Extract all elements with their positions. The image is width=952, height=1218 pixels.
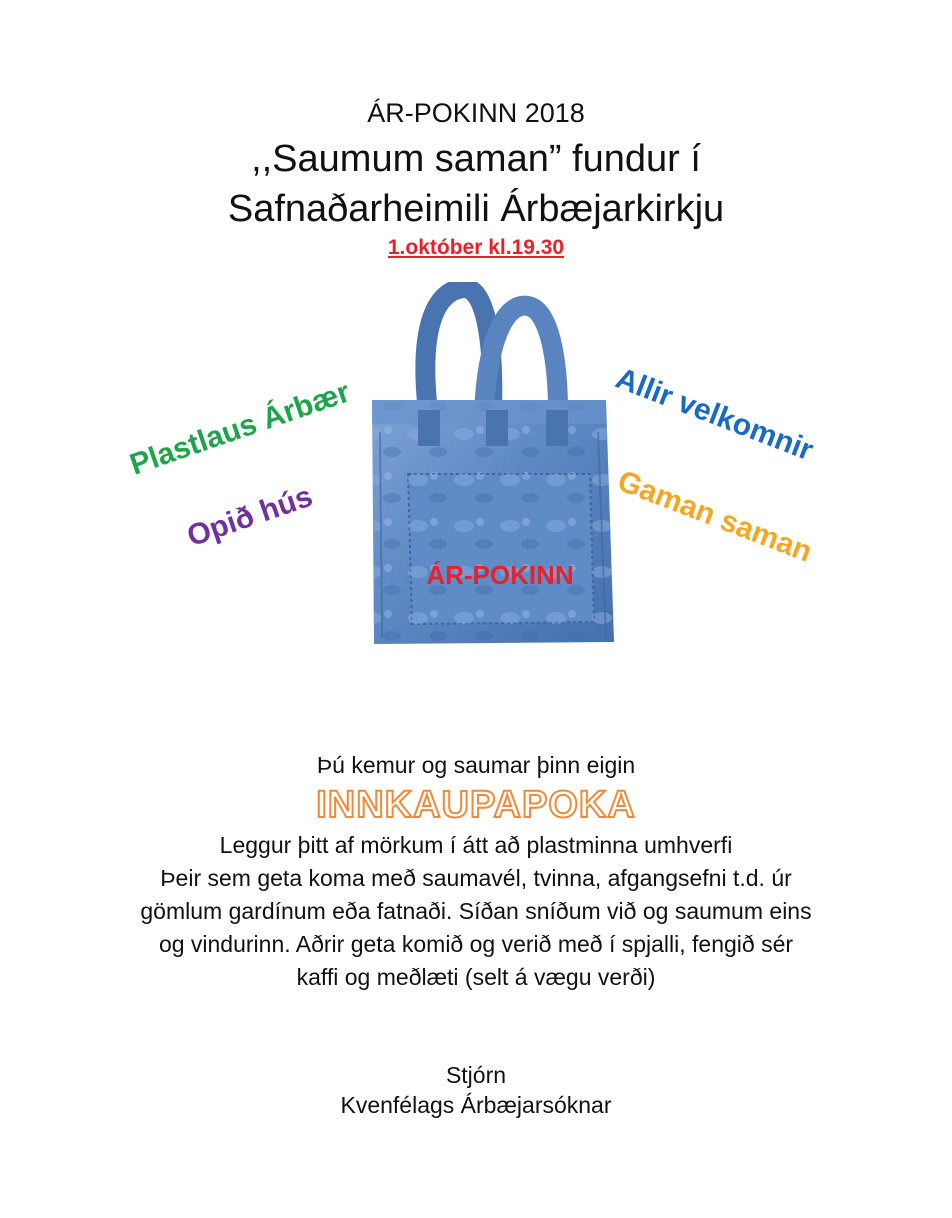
signature-line-2: Kvenfélags Árbæjarsóknar xyxy=(340,1092,612,1118)
tag-opid-hus: Opið hús xyxy=(183,479,317,554)
tote-bag-image xyxy=(358,282,620,652)
intro-text: Þú kemur og saumar þinn eigin xyxy=(316,752,636,778)
tag-gaman-saman: Gaman saman xyxy=(613,464,817,569)
body-line: gömlum gardínum eða fatnaði. Síðan sníðum við og saumum eins xyxy=(140,898,812,924)
event-date: 1.október kl.19.30 xyxy=(387,236,565,259)
tag-plastlaus-arbaer: Plastlaus Árbær xyxy=(125,375,355,482)
body-line: og vindurinn. Aðrir geta komið og verið með í spjalli, fengið sér xyxy=(158,931,794,957)
bag-label: ÁR-POKINN xyxy=(426,560,574,590)
page-title-line-2: Safnaðarheimili Árbæjarkirkju xyxy=(227,188,725,230)
small-title: ÁR-POKINN 2018 xyxy=(367,98,585,128)
body-line: Leggur þitt af mörkum í átt að plastminna umhverfi xyxy=(219,832,733,858)
body-line: Þeir sem geta koma með saumavél, tvinna, afgangsefni t.d. úr xyxy=(160,865,792,891)
page-title-line-1: ,,Saumum saman” fundur í xyxy=(251,138,701,180)
signature-line-1: Stjórn xyxy=(445,1062,507,1088)
highlight-heading: INNKAUPAPOKA xyxy=(316,784,636,826)
tag-allir-velkomnir: Allir velkomnir xyxy=(611,361,818,468)
body-line: kaffi og meðlæti (selt á vægu verði) xyxy=(296,964,656,990)
